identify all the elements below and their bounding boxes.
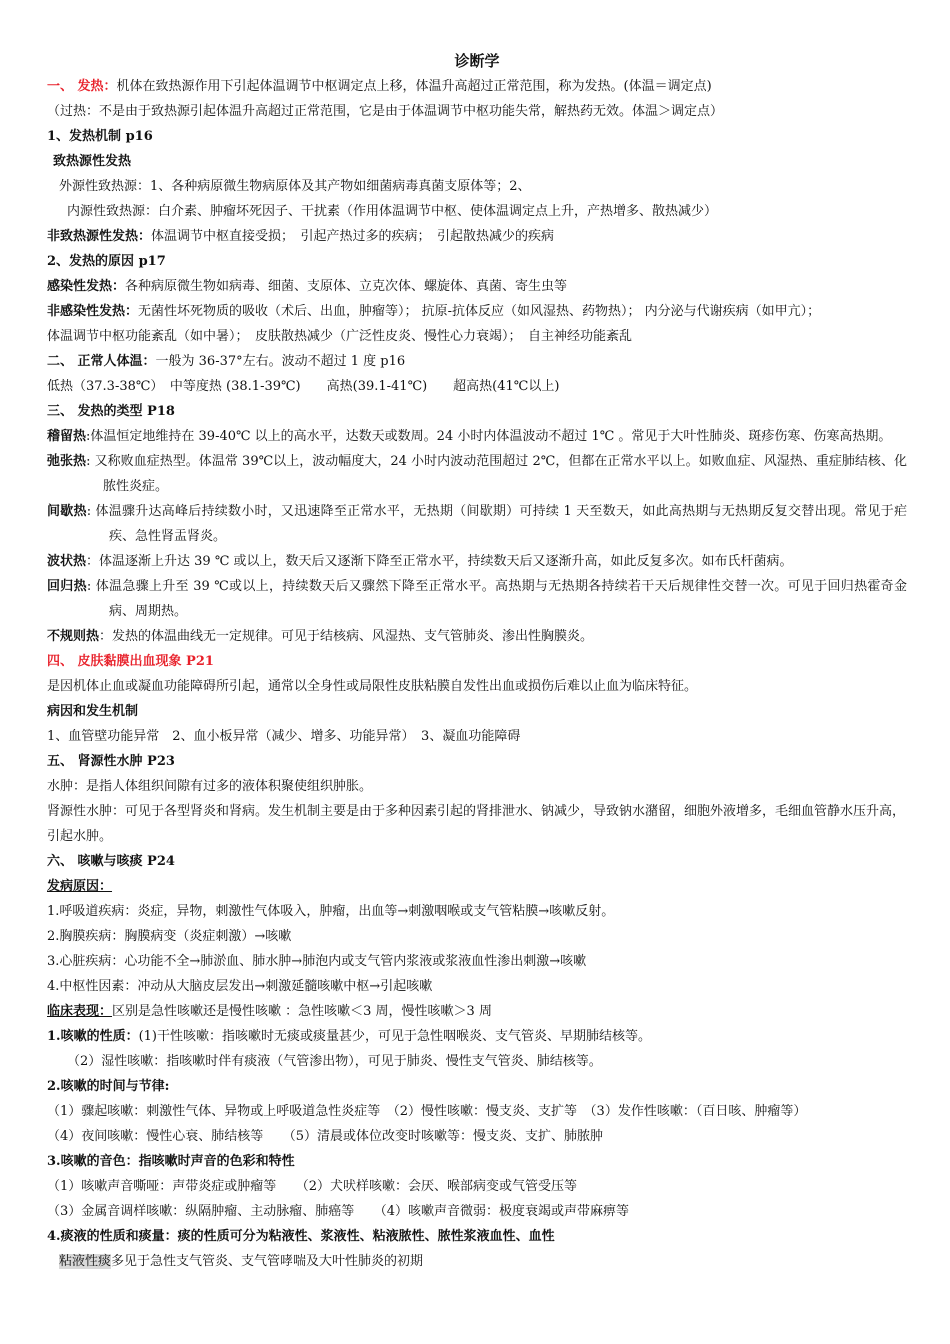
fever-type-sustained [47,424,907,449]
mucoid-sputum-text: 多见于急性支气管炎、支气管哮喘及大叶性肺炎的初期 [111,1254,424,1269]
infectious-label: 感染性发热： [47,279,126,294]
cough-tone-line: （1）咳嗽声音嘶哑：声带炎症或肿瘤等 （2）犬吠样咳嗽：会厌、喉部病变或气管受压等 [47,1179,578,1194]
infectious-text: 各种病原微生物如病毒、细菌、支原体、立克次体、螺旋体、真菌、寄生虫等 [125,279,568,294]
fever-type-remittent [47,449,907,499]
non-pyrogenic-text: 体温调节中枢直接受损； 引起产热过多的疾病； 引起散热减少的疾病 [151,229,555,244]
fever-levels: 低热（37.3-38℃） 中等度热 (38.1-39℃) 高热(39.1-41℃) 超高热(41℃以上) [47,379,560,394]
cough-cause-item: 1.呼吸道疾病：炎症，异物，刺激性气体吸入，肿瘤，出血等→刺激咽喉或支气管粘膜→咳嗽反射。 [47,904,615,919]
fever-type-label: 稽留热 [47,429,87,444]
pathogenesis-heading: 病因和发生机制 [47,704,139,719]
pyrogenic-fever-heading: 致热源性发热 [53,154,132,169]
cough-cause-item: 3.心脏疾病：心功能不全→肺淤血、肺水肿→肺泡内或支气管内浆液或浆液血性渗出刺激→咳嗽 [47,954,587,969]
section-4-heading: 四、 皮肤黏膜出血现象 P21 [47,654,214,669]
section-5-heading: 五、 肾源性水肿 P23 [47,754,175,769]
section-2-heading: 二、 正常人体温： [47,354,156,369]
fever-type-text: : 体温急骤上升至 39 ℃或以上，持续数天后又骤然下降至正常水平。高热期与无热期各持续若干天后规律性交替一次。可见于回归热霍奇金病、周期热。 [86,579,907,619]
fever-type-undulant [47,549,907,574]
fever-definition [47,74,907,99]
fever-type-label: 间歇热 [47,504,87,519]
fever-type-text: : 又称败血症热型。体温常 39℃以上，波动幅度大，24 小时内波动范围超过 2℃，但都在正常水平以上。如败血症、风湿热、重症肺结核、化脓性炎症。 [86,454,907,494]
cough-nature [47,1024,907,1049]
section-3-heading: 三、 发热的类型 P18 [47,404,175,419]
fever-definition-text: 机体在致热源作用下引起体温调节中枢调定点上移，体温升高超过正常范围，称为发热。(体温＝调定点) [116,79,712,94]
document-page [47,48,907,1274]
non-infectious-fever [47,299,907,324]
bleeding-definition: 是因机体止血或凝血功能障碍所引起，通常以全身性或局限性皮肤粘膜自发性出血或损伤后难以止血为临床特征。 [47,679,698,694]
cough-cause-label: 发病原因： [47,879,113,894]
fever-type-label: 回归热 [47,579,87,594]
overheat-note: （过热：不是由于致热源引起体温升高超过正常范围，它是由于体温调节中枢功能失常，解热药无效。体温＞调定点） [47,104,724,119]
non-infectious-text: 无菌性坏死物质的吸收（术后、出血，肿瘤等）； 抗原-抗体反应（如风湿热、药物热）； 内分泌与代谢疾病（如甲亢）； [138,304,821,319]
fever-type-irregular [47,624,907,649]
exogenous-pyrogen: 外源性致热源：1、各种病原微生物病原体及其产物如细菌病毒真菌支原体等；2、 [59,179,531,194]
edema-definition: 水肿：是指人体组织间隙有过多的液体积聚使组织肿胀。 [47,779,373,794]
cough-cause-item: 4.中枢性因素：冲动从大脑皮层发出→刺激延髓咳嗽中枢→引起咳嗽 [47,979,433,994]
fever-type-text: : 体温骤升达高峰后持续数小时，又迅速降至正常水平，无热期（间歇期）可持续 1 天至数天，如此高热期与无热期反复交替出现。常见于疟疾、急性肾盂肾炎。 [86,504,907,544]
fever-type-intermittent [47,499,907,549]
mucoid-sputum [47,1249,907,1274]
non-infectious-fever-continued: 体温调节中枢功能紊乱（如中暑）； 皮肤散热减少（广泛性皮炎、慢性心力衰竭）； 自主神经功能紊乱 [47,329,633,344]
renal-edema: 肾源性水肿：可见于各型肾炎和肾病。发生机制主要是由于多种因素引起的肾排泄水、钠减少，导致钠水潴留，细胞外液增多，毛细血管静水压升高，引起水肿。 [47,804,906,844]
fever-type-text: :体温恒定地维持在 39-40℃ 以上的高水平，达数天或数周。24 小时内体温波动不超过 1℃ 。常见于大叶性肺炎、斑疹伤寒、伤寒高热期。 [86,429,892,444]
non-infectious-label: 非感染性发热： [47,304,139,319]
mucoid-sputum-label: 粘液性痰 [59,1254,112,1269]
fever-type-label: 弛张热 [47,454,87,469]
cough-cause-item: 2.胸膜疾病：胸膜病变（炎症刺激）→咳嗽 [47,929,292,944]
fever-type-label: 波状热 [47,554,87,569]
cough-nature-text: (1)干性咳嗽：指咳嗽时无痰或痰量甚少，可见于急性咽喉炎、支气管炎、早期肺结核等。 [138,1029,651,1044]
non-pyrogenic-label: 非致热源性发热： [47,229,152,244]
clinical-manifestation [47,999,907,1024]
cough-tone-line: （3）金属音调样咳嗽：纵隔肿瘤、主动脉瘤、肺癌等 （4）咳嗽声音微弱：极度衰竭或声带麻痹等 [47,1204,630,1219]
fever-type-relapsing [47,574,907,624]
section-6-heading: 六、 咳嗽与咳痰 P24 [47,854,175,869]
cough-time-line: （1）骤起咳嗽：刺激性气体、异物或上呼吸道急性炎症等 （2）慢性咳嗽：慢支炎、支扩等 （3）发作性咳嗽：（百日咳、肿瘤等） [47,1104,807,1119]
pathogenesis-list: 1、血管壁功能异常 2、血小板异常（减少、增多、功能异常） 3、凝血功能障碍 [47,729,521,744]
cough-time-line: （4）夜间咳嗽：慢性心衰、肺结核等 （5）清晨或体位改变时咳嗽等：慢支炎、支扩、肺脓肿 [47,1129,604,1144]
infectious-fever [47,274,907,299]
cough-nature-wet: （2）湿性咳嗽：指咳嗽时伴有痰液（气管渗出物），可见于肺炎、慢性支气管炎、肺结核等。 [67,1054,602,1069]
fever-type-text: ：体温逐渐上升达 39 ℃ 或以上，数天后又逐渐下降至正常水平，持续数天后又逐渐升高，如此反复多次。如布氏杆菌病。 [86,554,793,569]
endogenous-pyrogen: 内源性致热源：白介素、肿瘤坏死因子、干扰素（作用体温调节中枢、使体温调定点上升，产热增多、散热减少） [67,204,718,219]
normal-temperature [47,349,907,374]
section-1-heading: 一、 发热： [47,79,117,94]
normal-temperature-text: 一般为 36-37°左右。波动不超过 1 度 p16 [155,354,406,369]
cough-time-heading: 2.咳嗽的时间与节律: [47,1079,170,1094]
non-pyrogenic-fever [47,224,907,249]
clinical-text: 区别是急性咳嗽还是慢性咳嗽 ：急性咳嗽＜3 周，慢性咳嗽＞3 周 [112,1004,492,1019]
sputum-heading: 4.痰液的性质和痰量：痰的性质可分为粘液性、浆液性、粘液脓性、脓性浆液血性、血性 [47,1229,555,1244]
cough-cause-heading [47,874,907,899]
clinical-label: 临床表现： [47,1004,113,1019]
fever-mechanism-heading: 1、发热机制 p16 [47,129,153,144]
cough-nature-label: 1.咳嗽的性质： [47,1029,139,1044]
cough-tone-heading: 3.咳嗽的音色：指咳嗽时声音的色彩和特性 [47,1154,295,1169]
fever-cause-heading: 2、发热的原因 p17 [47,254,166,269]
fever-type-text: ：发热的体温曲线无一定规律。可见于结核病、风湿热、支气管肺炎、渗出性胸膜炎。 [99,629,594,644]
fever-type-label: 不规则热 [47,629,100,644]
document-title: 诊断学 [454,52,500,70]
